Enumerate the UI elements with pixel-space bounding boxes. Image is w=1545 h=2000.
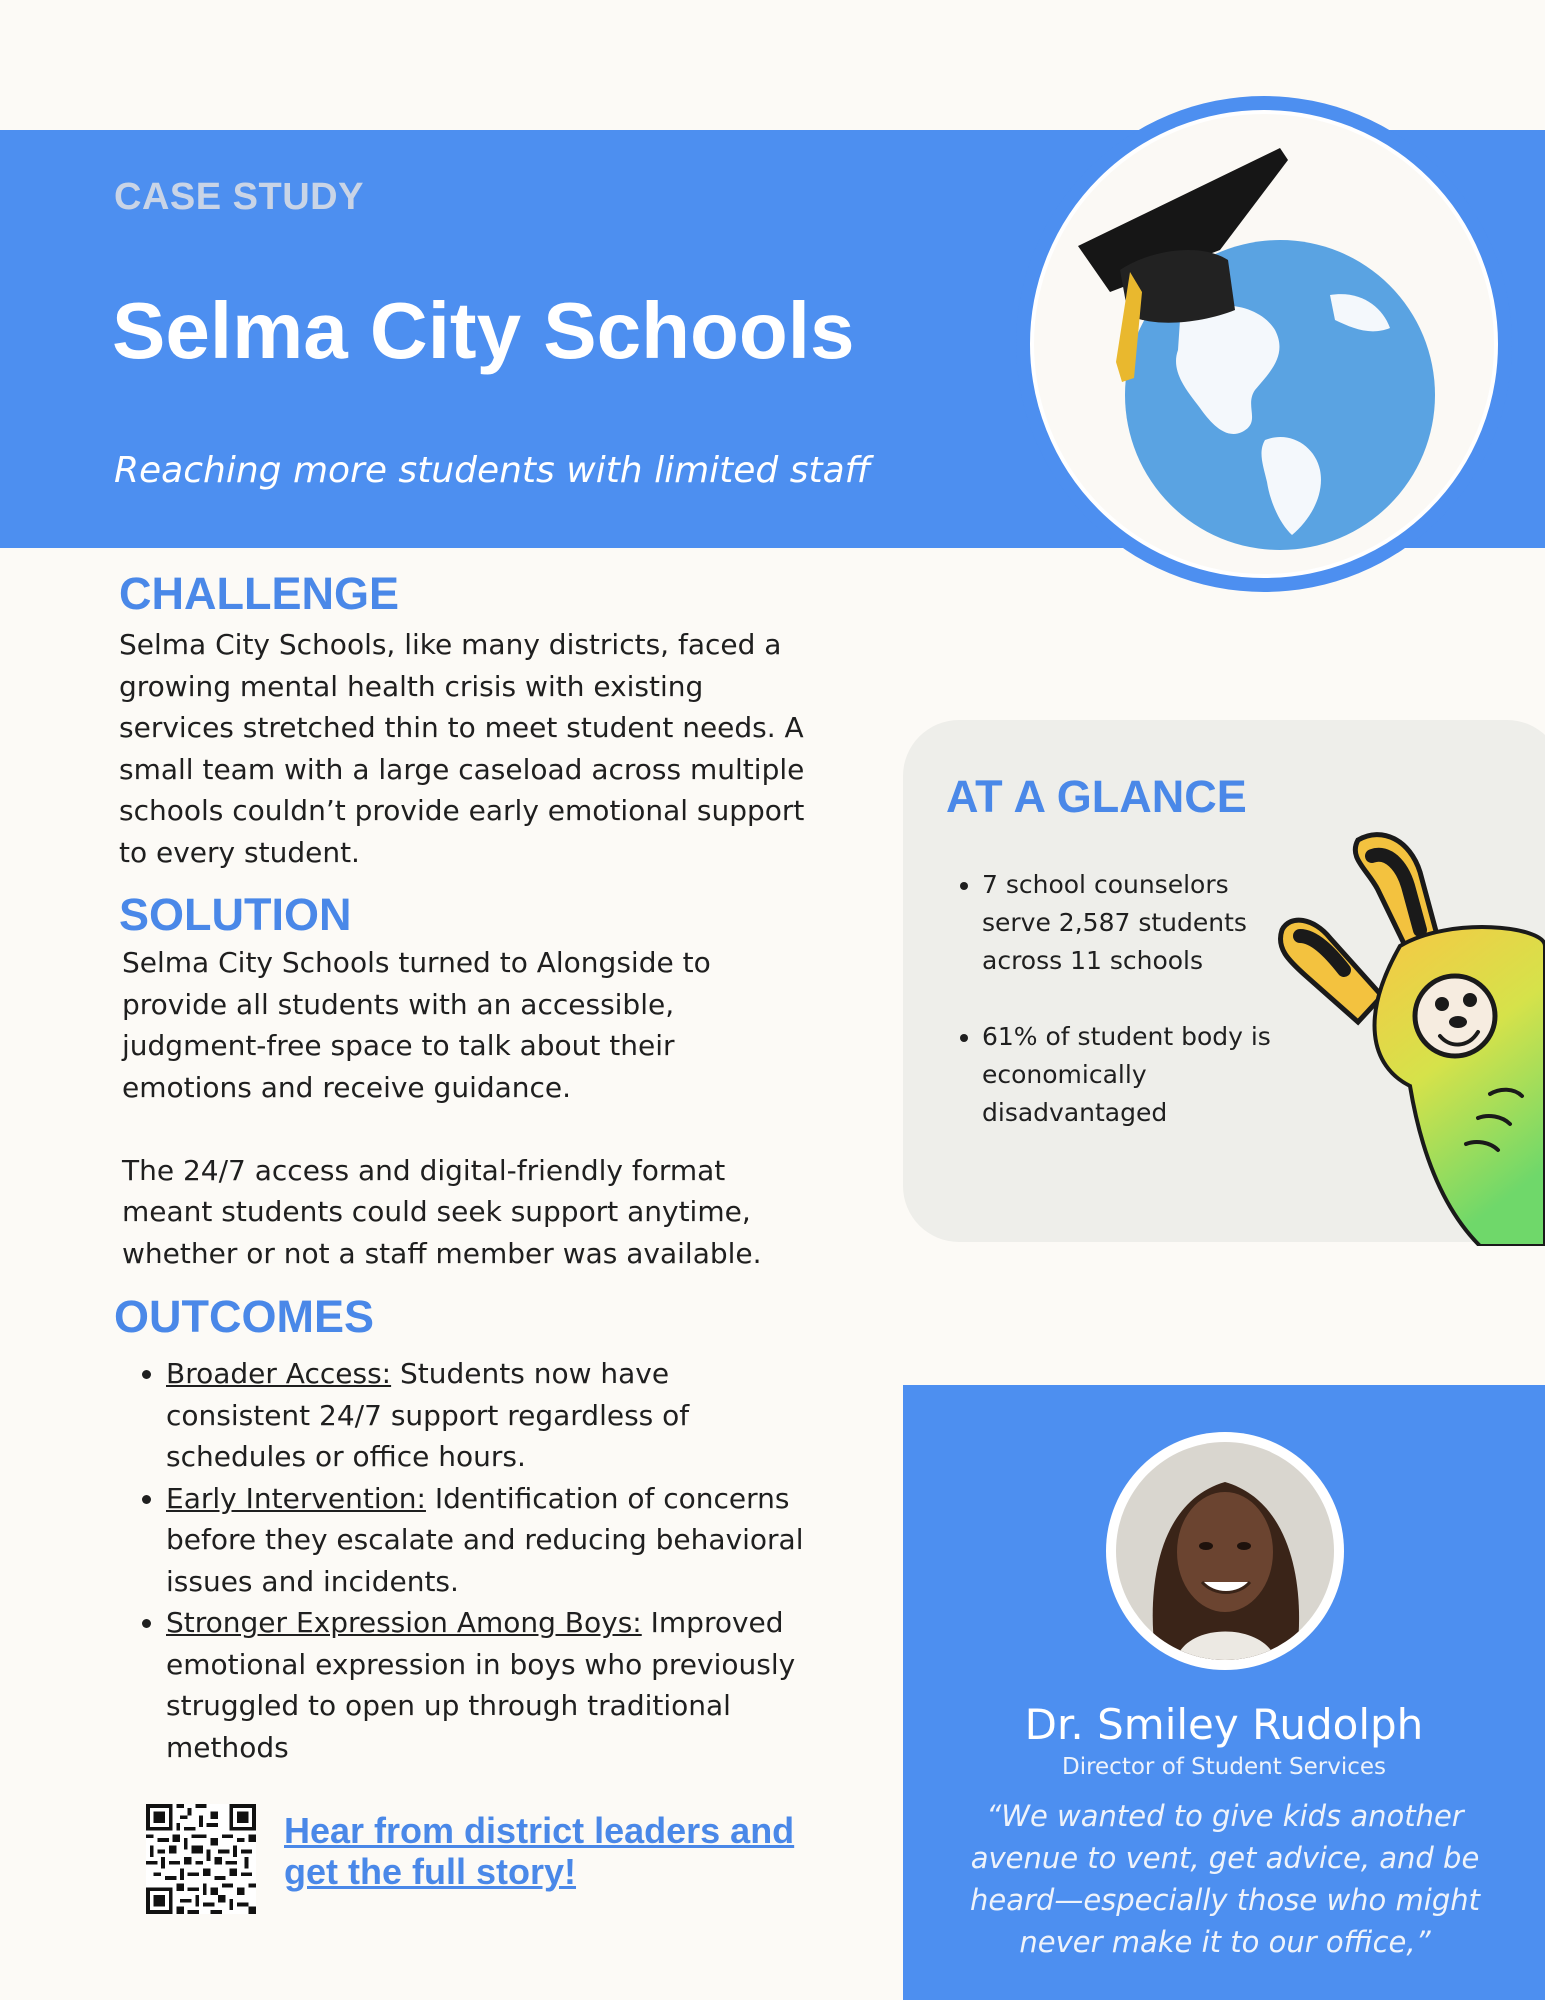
outcomes-list — [166, 1353, 816, 1768]
glance-heading: AT A GLANCE — [946, 771, 1247, 822]
outcome-lead: Broader Access: — [166, 1357, 392, 1390]
solution-heading: SOLUTION — [119, 889, 352, 940]
eyebrow-label: CASE STUDY — [114, 176, 364, 218]
outcomes-heading: OUTCOMES — [114, 1291, 375, 1342]
challenge-text: Selma City Schools, like many districts, faced a growing mental health crisis with existing services stretched thin to meet student needs. A small team with a large caseload across multiple schools couldn’t provide early emotional support to every student. — [119, 628, 805, 869]
glance-item: • 61% of student body is economically disadvantaged — [982, 1018, 1272, 1132]
solution-paragraph: Selma City Schools turned to Alongside to provide all students with an accessible, judgment-free space to talk about their emotions and receive guidance. — [122, 946, 711, 1104]
globe-graduation-cap-icon — [1030, 110, 1498, 578]
cta-link[interactable]: Hear from district leaders and get the full story! — [284, 1810, 795, 1892]
glance-list — [982, 866, 1272, 1170]
outcome-lead: Early Intervention: — [166, 1481, 426, 1515]
solution-paragraph: The 24/7 access and digital-friendly format meant students could seek support anytime, whether or not a staff member was available. — [122, 1153, 762, 1270]
outcome-lead: Stronger Expression Among Boys: — [166, 1606, 642, 1639]
avatar — [1116, 1442, 1334, 1660]
solution-text — [122, 942, 792, 1274]
testimonial-quote: “We wanted to give kids another avenue to vent, get advice, and be heard—especially those who might never make it to our office,” — [970, 1799, 1480, 1959]
outcome-item — [166, 1602, 816, 1768]
challenge-heading: CHALLENGE — [119, 568, 399, 619]
outcome-item — [166, 1353, 816, 1478]
page-title: Selma City Schools — [112, 286, 855, 375]
qr-code-icon — [146, 1804, 256, 1914]
glance-item: • 7 school counselors serve 2,587 students across 11 schools — [982, 866, 1272, 980]
outcome-text: Identification of concerns before they escalate and reducing behavioral issues and incidents. — [166, 1481, 804, 1598]
outcome-text: Students now have consistent 24/7 support regardless of schedules or office hours. — [166, 1357, 690, 1473]
testimonial-role: Director of Student Services — [1061, 1754, 1387, 1780]
llama-mascot-icon — [1270, 826, 1545, 1246]
outcome-item — [166, 1478, 816, 1603]
testimonial-name: Dr. Smiley Rudolph — [1024, 1700, 1424, 1749]
page-subtitle: Reaching more students with limited staff — [114, 450, 871, 491]
outcome-text: Improved emotional expression in boys who previously struggled to open up through traditional methods — [166, 1606, 796, 1764]
